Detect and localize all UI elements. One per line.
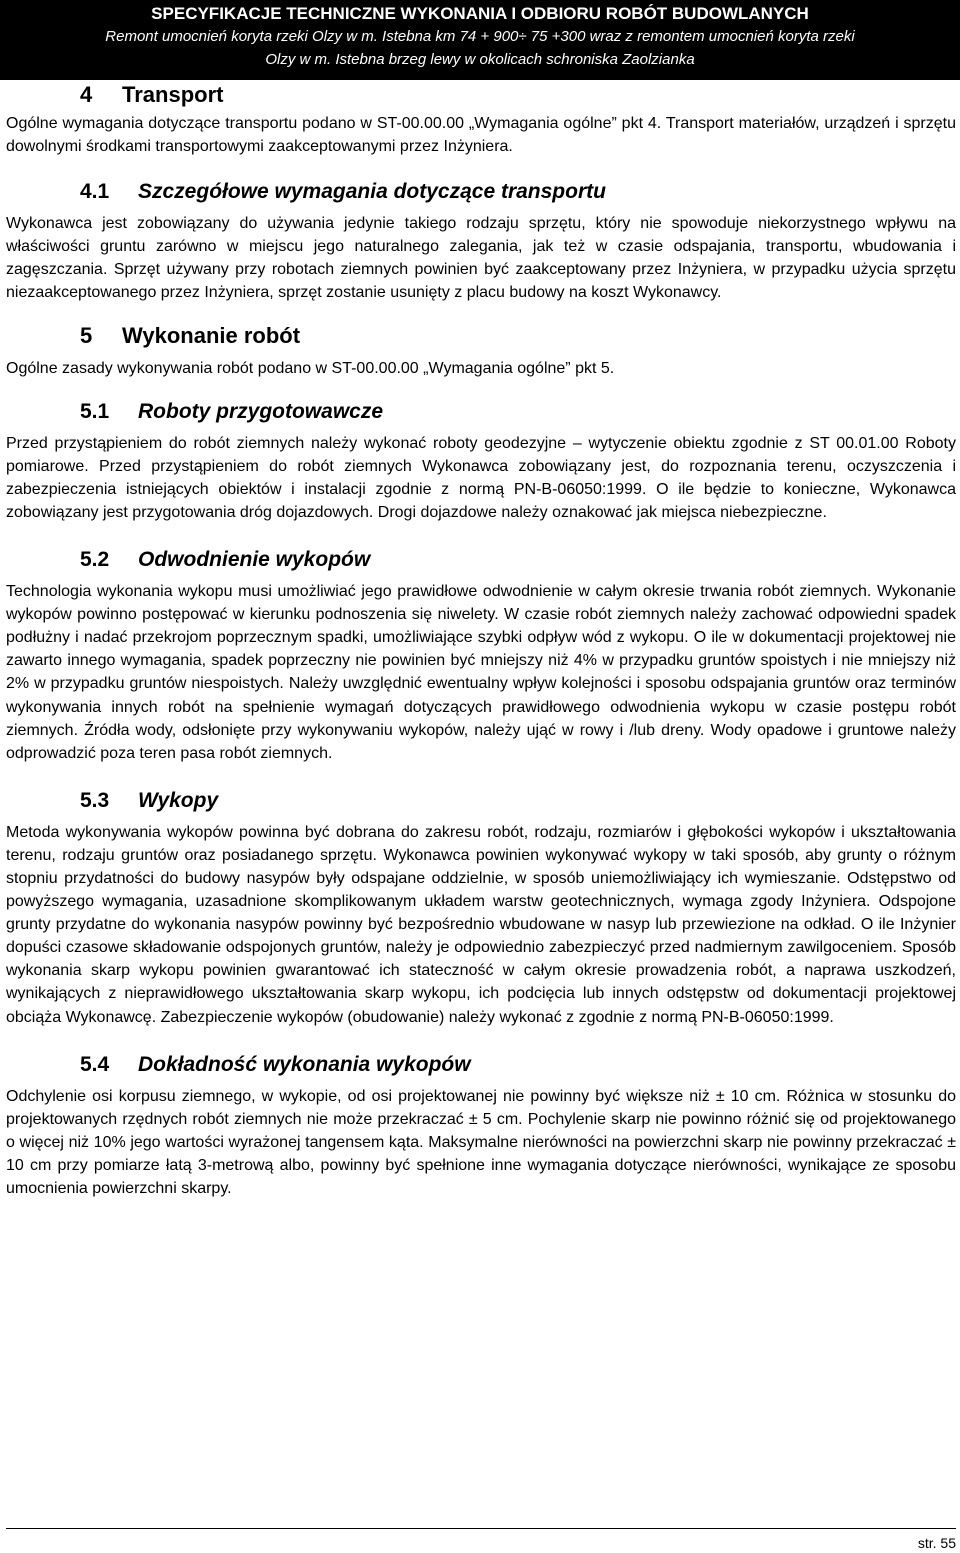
- paragraph-section-4-1: Wykonawca jest zobowiązany do używania jedynie takiego rodzaju sprzętu, który nie spowoduje niekorzystnego wpływu na właściwości gruntu zarówno w miejscu jego naturalnego zalegania, jak też w czasie odspajania, transportu, wbudowania i zagęszczania. Sprzęt używany przy robotach ziemnych powinien być zaakceptowany przez Inżyniera, w przypadku użycia sprzętu niezaakceptowanego przez Inżyniera, sprzęt zostanie usunięty z placu budowy na koszt Wykonawcy.: [6, 215, 956, 302]
- paragraph-section-5-3: Metoda wykonywania wykopów powinna być dobrana do zakresu robót, rodzaju, rozmiarów i głębokości wykopów i ukształtowania terenu, rodzaju gruntów oraz posiadanego sprzętu. Wykonawca powinien wykonywać wykopy w taki sposób, aby grunty o różnym stopniu przydatności do budowy nasypów były odspajane oddzielnie, w sposób uniemożliwiający ich wymieszanie. Odstępstwo od powyższego wymagania, uzasadnione skomplikowanym układem warstw geotechnicznych, wymaga zgody Inżyniera. Odspojone grunty przydatne do wykonania nasypów powinny być bezpośrednio wbudowane w nasyp lub przewiezione na odkład. O ile Inżynier dopuści czasowe składowanie odspojonych gruntów, należy je odpowiednio zabezpieczyć przed nadmiernym zawilgoceniem. Sposób wykonania skarp wykopu powinien gwarantować ich stateczność w całym okresie prowadzenia robót, a naprawa uszkodzeń, wynikających z nieprawidłowego ukształtowania skarp wykopu, ich podcięcia lub innych odstępstw od dokumentacji projektowej obciąża Wykonawcę. Zabezpieczenie wykopów (obudowanie) należy wykonać z zgodnie z normą PN-B-06050:1999.: [6, 823, 956, 1026]
- paragraph-section-5: Ogólne zasady wykonywania robót podano w ST-00.00.00 „Wymagania ogólne” pkt 5.: [6, 359, 615, 377]
- heading-section-4: 4 Transport: [80, 82, 224, 107]
- header-subtitle-line2: Olzy w m. Istebna brzeg lewy w okolicach schroniska Zaolzianka: [265, 51, 695, 68]
- page-header: [0, 0, 960, 80]
- page-number: str. 55: [917, 1535, 956, 1551]
- header-subtitle-line1: Remont umocnień koryta rzeki Olzy w m. Istebna km 74 + 900÷ 75 +300 wraz z remontem umocnień koryta rzeki: [105, 28, 855, 45]
- paragraph-section-5-2: Technologia wykonania wykopu musi umożliwiać jego prawidłowe odwodnienie w całym okresie trwania robót ziemnych. Wykonanie wykopów powinno postępować w kierunku podnoszenia się niwelety. W czasie robót ziemnych należy zachować odpowiedni spadek podłużny i nadać przekrojom poprzecznym spadki, umożliwiające szybki odpływ wód z wykopu. O ile w dokumentacji projektowej nie zawarto innego wymagania, spadek poprzeczny nie powinien być mniejszy niż 4% w przypadku gruntów spoistych i nie mniejszy niż 2% w przypadku gruntów niespoistych. Należy uwzględnić ewentualny wpływ kolejności i sposobu odspajania gruntów oraz terminów wykonywania innych robót na spełnienie wymagań dotyczących prawidłowego odwodnienia wykopu w czasie postępu robót ziemnych. Źródła wody, odsłonięte przy wykonywaniu wykopów, należy ująć w rowy i /lub dreny. Wody opadowe i gruntowe należy odprowadzić poza teren pasa robót ziemnych.: [6, 583, 956, 762]
- heading-section-5-4: 5.4 Dokładność wykonania wykopów: [80, 1052, 471, 1076]
- heading-section-5-1: 5.1 Roboty przygotowawcze: [80, 399, 384, 423]
- heading-section-5-3: 5.3 Wykopy: [80, 788, 219, 812]
- heading-section-5: 5 Wykonanie robót: [80, 322, 301, 348]
- heading-section-5-2: 5.2 Odwodnienie wykopów: [80, 548, 371, 572]
- paragraph-section-5-1: Przed przystąpieniem do robót ziemnych należy wykonać roboty geodezyjne – wytyczenie obiektu zgodnie z ST 00.01.00 Roboty pomiarowe. Przed przystąpieniem do robót ziemnych Wykonawca zobowiązany jest, do rozpoznania terenu, oczyszczenia i zabezpieczenia istniejących obiektów i instalacji zgodnie z normą PN-B-06050:1999. O ile będzie to konieczne, Wykonawca zobowiązany jest przygotowania dróg dojazdowych. Drogi dojazdowe należy oznakować jak miejsca niebezpieczne.: [6, 434, 956, 521]
- paragraph-section-5-4: Odchylenie osi korpusu ziemnego, w wykopie, od osi projektowanej nie powinny być większe niż ± 10 cm. Różnica w stosunku do projektowanych rzędnych robót ziemnych nie może przekraczać ± 5 cm. Pochylenie skarp nie powinno różnić się od projektowanego o więcej niż 10% jego wartości wyrażonej tangensem kąta. Maksymalne nierówności na powierzchni skarp nie powinny przekraczać ± 10 cm przy pomiarze łatą 3-metrową albo, powinny być spełnione inne wymagania dotyczące nierówności, wynikające ze sposobu umocnienia powierzchni skarpy.: [6, 1087, 956, 1197]
- page-footer: [6, 1528, 956, 1551]
- paragraph-section-4: Ogólne wymagania dotyczące transportu podano w ST-00.00.00 „Wymagania ogólne” pkt 4. Transport materiałów, urządzeń i sprzętu dowolnymi środkami transportowymi zaakceptowanymi przez Inżyniera.: [6, 115, 956, 156]
- heading-section-4-1: 4.1 Szczegółowe wymagania dotyczące transportu: [80, 180, 606, 204]
- page-content: [6, 82, 956, 1200]
- header-title: SPECYFIKACJE TECHNICZNE WYKONANIA I ODBIORU ROBÓT BUDOWLANYCH: [151, 4, 809, 23]
